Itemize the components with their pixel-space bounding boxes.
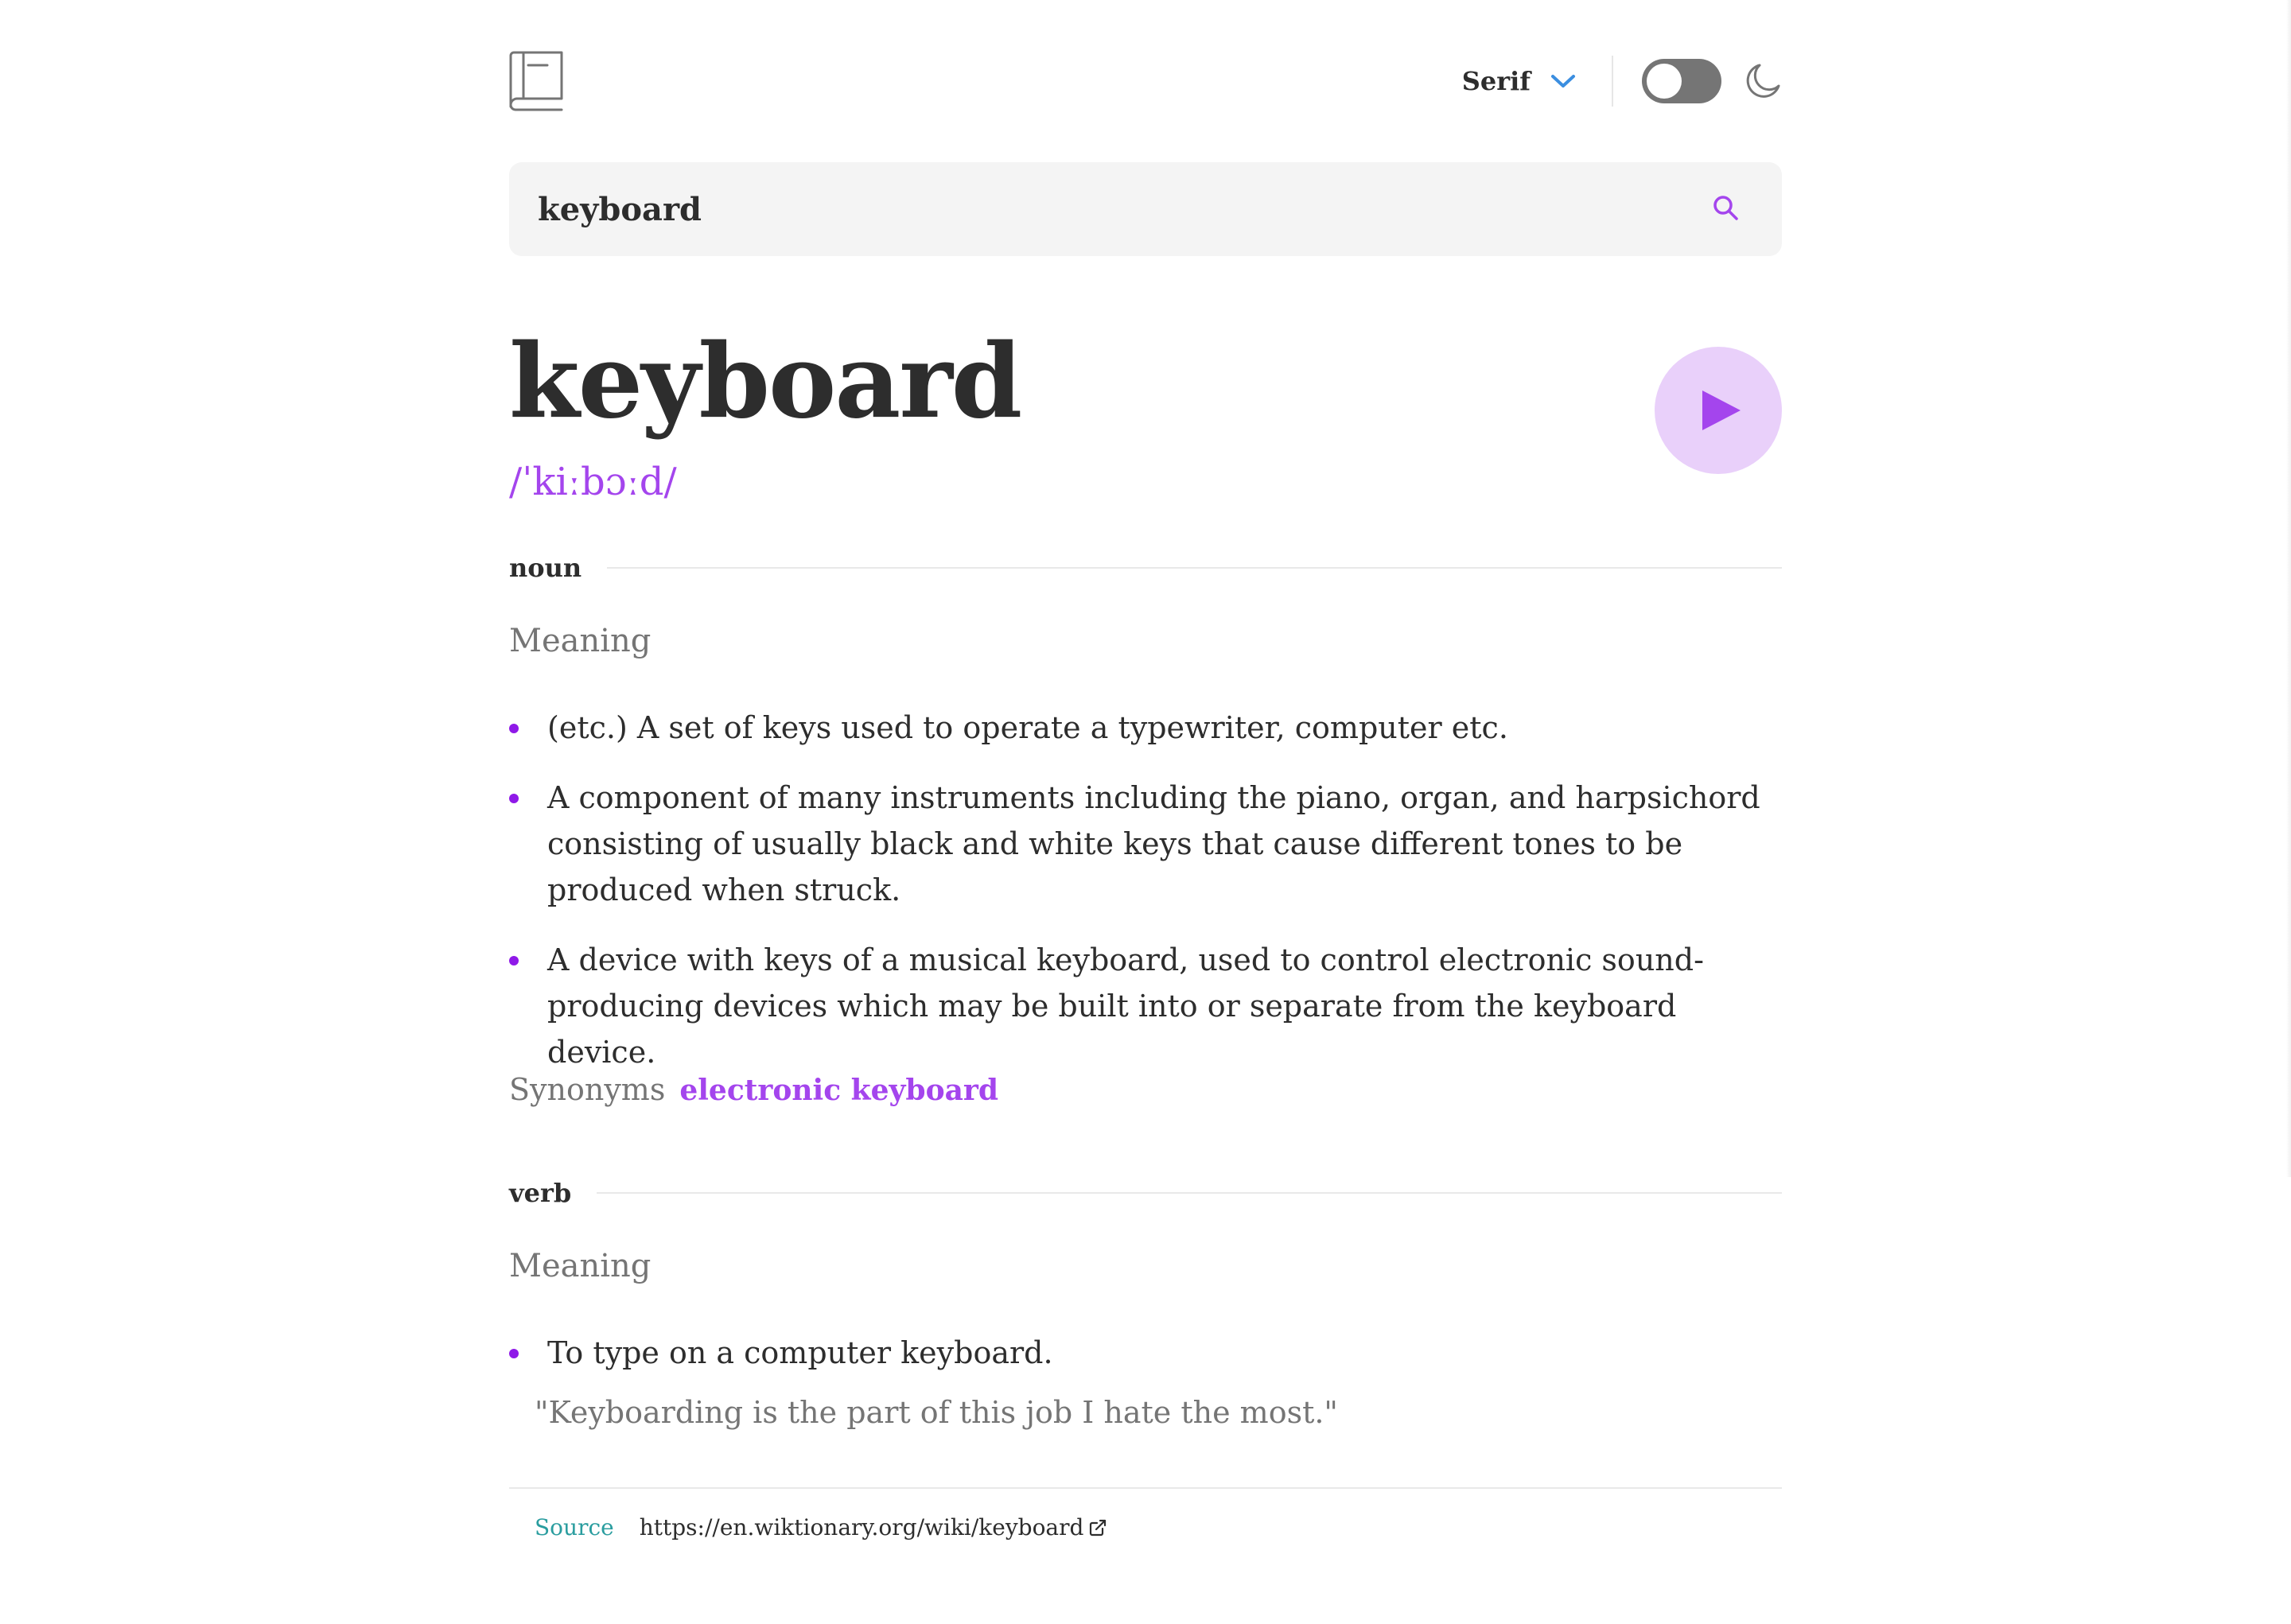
book-icon[interactable] [509,51,565,111]
definition-item [509,1330,1782,1376]
header [509,51,1782,111]
definition-text: A device with keys of a musical keyboard, used to control electronic sound-producing devices which may be built into or separate from the keyboard device. [547,942,1704,1070]
search-icon[interactable] [1712,194,1741,223]
definition-item [509,705,1782,751]
scroll-edge-shadow [2286,0,2291,1177]
chevron-down-icon [1550,72,1577,90]
bullet [509,794,519,803]
search-input[interactable] [538,162,1683,256]
definition-list [509,705,1782,1099]
definition-item [509,937,1782,1075]
definition-item [509,775,1782,913]
external-link-icon [1088,1518,1107,1537]
bullet [509,1349,519,1358]
header-controls [1462,51,1782,111]
word-title: keyboard [509,322,1021,441]
play-audio-button[interactable] [1655,347,1782,474]
definition-text: A component of many instruments including the piano, organ, and harpsichord consisting of usually black and white keys that cause different tones to be produced when struck. [547,780,1760,907]
search-bar [509,162,1782,256]
toggle-knob [1647,64,1682,99]
play-icon [1702,390,1741,430]
pos-divider [607,567,1782,569]
source-url: https://en.wiktionary.org/wiki/keyboard [639,1514,1084,1540]
pos-divider [597,1192,1782,1194]
definition-list [509,1330,1782,1400]
font-select-value: Serif [1461,66,1531,96]
font-select[interactable] [1462,66,1577,96]
phonetic: /ˈkiːbɔːd/ [509,460,677,504]
footer-divider [509,1487,1782,1489]
bullet [509,956,519,965]
source-link[interactable] [640,1514,1108,1540]
header-divider [1612,56,1613,107]
part-of-speech: noun [509,553,582,583]
definition-text: To type on a computer keyboard. [547,1335,1053,1370]
pos-verb [509,1169,1782,1217]
definition-text: (etc.) A set of keys used to operate a typewriter, computer etc. [547,710,1508,745]
footer [535,1514,1107,1540]
part-of-speech: verb [509,1178,572,1208]
moon-icon [1744,62,1782,100]
pos-noun [509,544,1782,592]
meaning-label: Meaning [509,623,652,659]
synonyms-label: Synonyms [509,1072,666,1107]
synonyms [509,1072,998,1107]
synonym-link[interactable]: electronic keyboard [679,1074,999,1107]
source-label: Source [535,1514,614,1540]
bullet [509,724,519,733]
theme-toggle[interactable] [1642,59,1721,103]
meaning-label: Meaning [509,1248,652,1284]
example-text: "Keyboarding is the part of this job I hate the most." [535,1395,1338,1430]
